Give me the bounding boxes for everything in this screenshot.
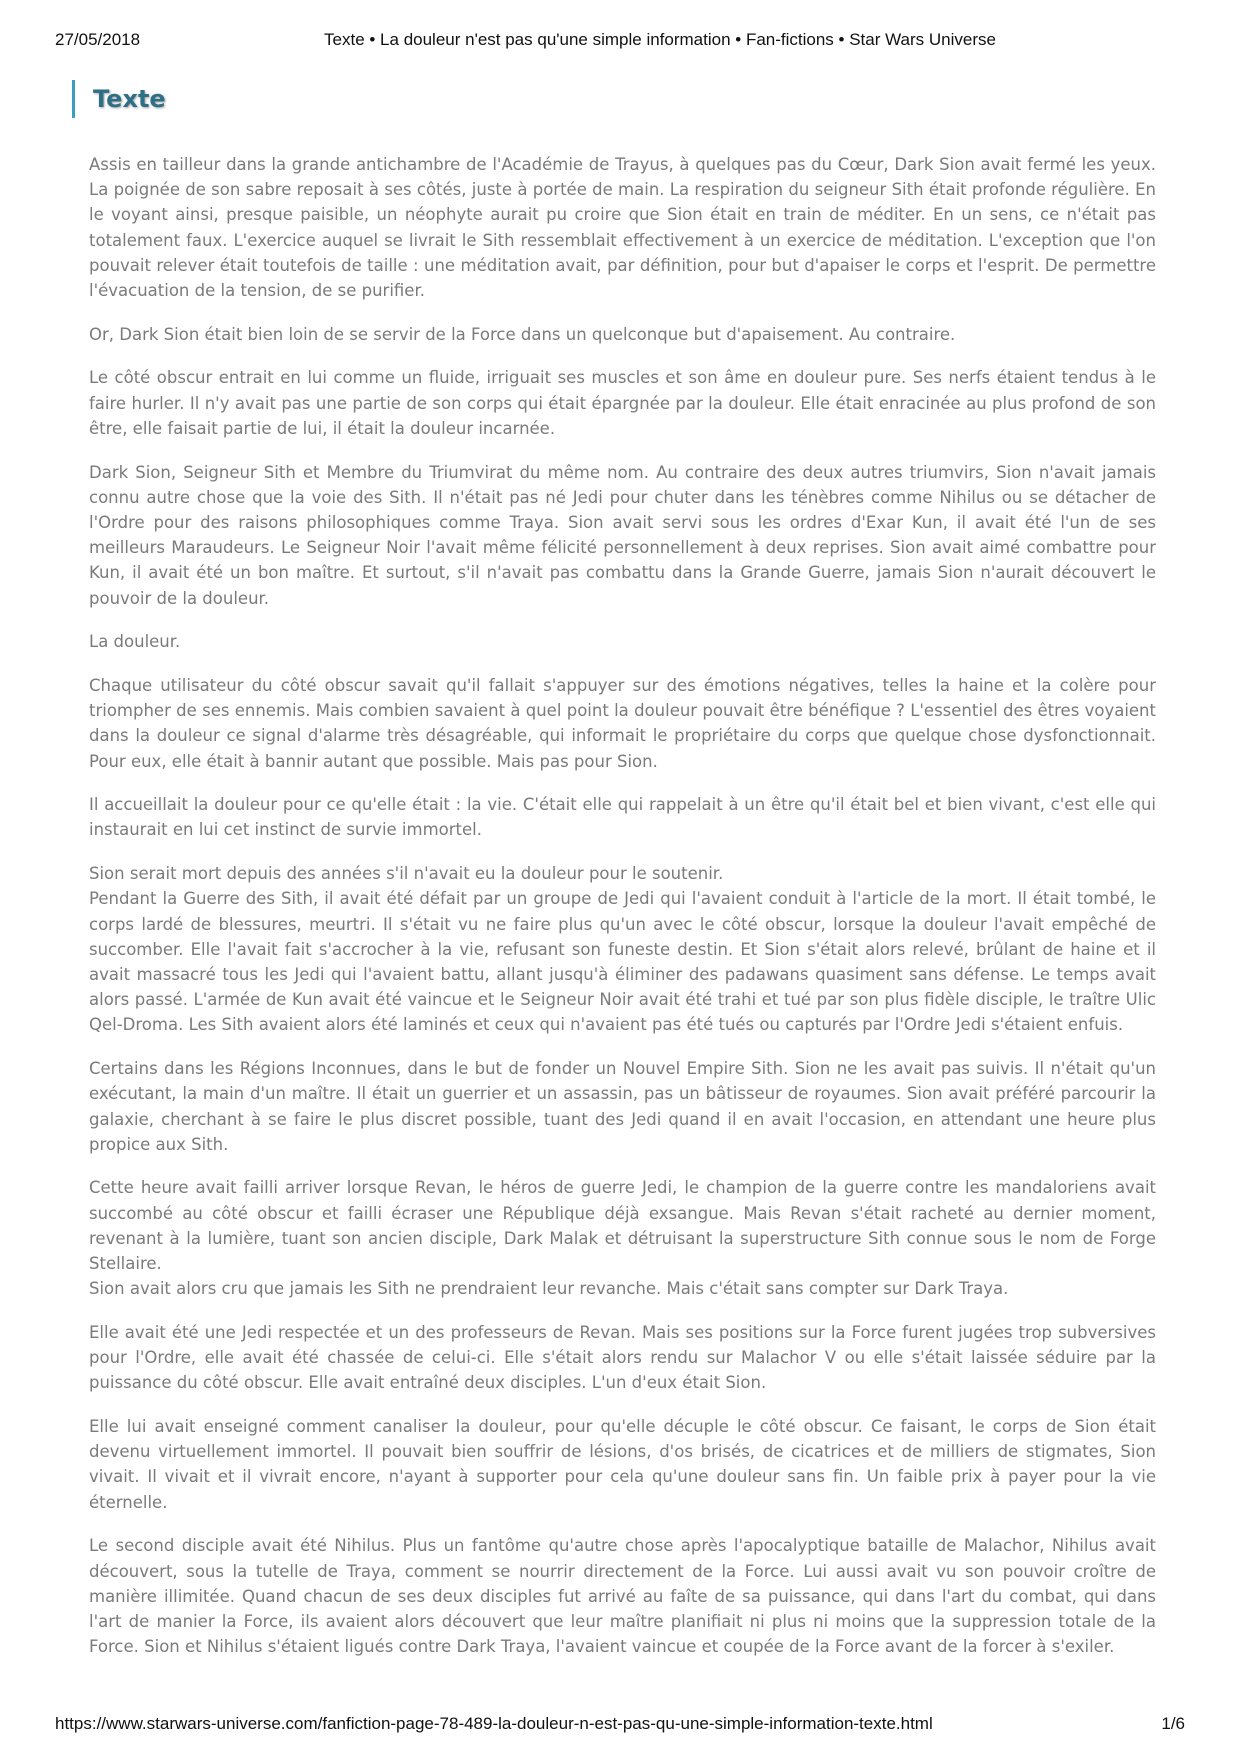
paragraph: Le second disciple avait été Nihilus. Plus un fantôme qu'autre chose après l'apocalyptique bataille de Malachor, Nihilus avait découvert, sous la tutelle de Traya, comment se nourrir directement de la Force. Lui aussi avait vu son pouvoir croître de manière illimitée. Quand chacun de ses deux disciples fut arrivé au faîte de sa puissance, qui dans l'art du combat, qui dans l'art de manier la Force, ils avaient alors découvert que leur maître planifiait ni plus ni moins que la suppression totale de la Force. Sion et Nihilus s'étaient ligués contre Dark Traya, l'avaient vaincue et coupée de la Force avant de la forcer à s'exiler.: [89, 1536, 1156, 1657]
paragraph: Assis en tailleur dans la grande antichambre de l'Académie de Trayus, à quelques pas du Cœur, Dark Sion avait fermé les yeux. La poignée de son sabre reposait à ses côtés, juste à portée de main. La respiration du seigneur Sith était profonde régulière. En le voyant ainsi, presque paisible, un néophyte aurait pu croire que Sion était en train de méditer. En un sens, ce n'était pas totalement faux. L'exercice auquel se livrait le Sith ressemblait effectivement à un exercice de méditation. L'exception que l'on pouvait relever était toutefois de taille : une méditation avait, par définition, pour but d'apaiser le corps et l'esprit. De permettre l'évacuation de la tension, de se purifier.: [89, 155, 1156, 301]
print-footer: [55, 1714, 1185, 1736]
paragraph: Le côté obscur entrait en lui comme un fluide, irriguait ses muscles et son âme en douleur pure. Ses nerfs étaient tendus à le faire hurler. Il n'y avait pas une partie de son corps qui était épargnée par la douleur. Elle était enracinée au plus profond de son être, elle faisait partie de lui, il était la douleur incarnée.: [89, 368, 1156, 438]
paragraph: Elle lui avait enseigné comment canaliser la douleur, pour qu'elle décuple le côté obscur. Ce faisant, le corps de Sion était devenu virtuellement immortel. Il pouvait bien souffrir de lésions, d'os brisés, de cicatrices et de milliers de stigmates, Sion vivait. Il vivait et il vivrait encore, n'ayant à supporter pour cela qu'une douleur sans fin. Un faible prix à payer pour la vie éternelle.: [89, 1417, 1156, 1512]
paragraph: Dark Sion, Seigneur Sith et Membre du Triumvirat du même nom. Au contraire des deux autres triumvirs, Sion n'avait jamais connu autre chose que la voie des Sith. Il n'était pas né Jedi pour chuter dans les ténèbres comme Nihilus ou se détacher de l'Ordre pour des raisons philosophiques comme Traya. Sion avait servi sous les ordres d'Exar Kun, il avait été l'un de ses meilleurs Maraudeurs. Le Seigneur Noir l'avait même félicité personnellement à deux reprises. Sion avait aimé combattre pour Kun, il avait été un bon maître. Et surtout, s'il n'avait pas combattu dans la Grande Guerre, jamais Sion n'aurait découvert le pouvoir de la douleur.: [89, 462, 1156, 608]
section-heading: [72, 80, 166, 118]
paragraph: Il accueillait la douleur pour ce qu'elle était : la vie. C'était elle qui rappelait à un être qu'il était bel et bien vivant, c'est elle qui instaurait en lui cet instinct de survie immortel.: [89, 795, 1156, 840]
paragraph: Cette heure avait failli arriver lorsque Revan, le héros de guerre Jedi, le champion de la guerre contre les mandaloriens avait succombé au côté obscur et failli écraser une République déjà exsangue. Mais Revan s'était racheté au dernier moment, revenant à la lumière, tuant son ancien disciple, Dark Malak et détruisant la superstructure Sith connue sous le nom de Forge Stellaire.: [89, 1178, 1156, 1274]
paragraph: Sion avait alors cru que jamais les Sith ne prendraient leur revanche. Mais c'était sans compter sur Dark Traya.: [89, 1279, 1009, 1299]
section-title: Texte: [93, 85, 166, 113]
story-text: [89, 152, 1156, 1677]
paragraph: La douleur.: [89, 632, 181, 652]
paragraph: Elle avait été une Jedi respectée et un des professeurs de Revan. Mais ses positions sur la Force furent jugées trop subversives pour l'Ordre, elle avait été chassée de celui-ci. Elle s'était alors rendu sur Malachor V ou elle s'était laissée séduire par la puissance du côté obscur. Elle avait entraîné deux disciples. L'un d'eux était Sion.: [89, 1322, 1156, 1393]
print-date: 27/05/2018: [55, 30, 141, 49]
paragraph: Chaque utilisateur du côté obscur savait qu'il fallait s'appuyer sur des émotions négatives, telles la haine et la colère pour triompher de ses ennemis. Mais combien savaient à quel point la douleur pouvait être bénéfique ? L'essentiel des êtres voyaient dans la douleur ce signal d'alarme très désagréable, qui informait le propriétaire du corps que quelque chose dysfonctionnait. Pour eux, elle était à bannir autant que possible. Mais pas pour Sion.: [89, 675, 1156, 771]
page-url: https://www.starwars-universe.com/fanfiction-page-78-489-la-douleur-n-est-pas-qu-une-simple-information-texte.html: [55, 1714, 933, 1733]
paragraph: Pendant la Guerre des Sith, il avait été défait par un groupe de Jedi qui l'avaient conduit à l'article de la mort. Il était tombé, le corps lardé de blessures, meurtri. Il s'était vu ne faire plus qu'un avec le côté obscur, lorsque la douleur l'avait empêché de succomber. Elle l'avait fait s'accrocher à la vie, refusant son funeste destin. Et Sion s'était alors relevé, brûlant de haine et il avait massacré tous les Jedi qui l'avaient battu, allant jusqu'à éliminer des padawans quasiment sans défense. Le temps avait alors passé. L'armée de Kun avait été vaincue et le Seigneur Noir avait été trahi et tué par son plus fidèle disciple, le traître Ulic Qel-Droma. Les Sith avaient alors été laminés et ceux qui n'avaient pas été tués ou capturés par l'Ordre Jedi s'étaient enfuis.: [89, 889, 1156, 1035]
paragraph: Or, Dark Sion était bien loin de se servir de la Force dans un quelconque but d'apaisement. Au contraire.: [89, 324, 956, 344]
print-header: [55, 30, 1185, 52]
page-number: 1/6: [1161, 1714, 1185, 1733]
paragraph: Certains dans les Régions Inconnues, dans le but de fonder un Nouvel Empire Sith. Sion ne les avait pas suivis. Il n'était qu'un exécutant, la main d'un maître. Il était un guerrier et un assassin, pas un bâtisseur de royaumes. Sion avait préféré parcourir la galaxie, cherchant à se faire le plus discret possible, tuant des Jedi quand il en avait l'occasion, en attendant une heure plus propice aux Sith.: [89, 1059, 1156, 1154]
paragraph: Sion serait mort depuis des années s'il n'avait eu la douleur pour le soutenir.: [89, 864, 724, 884]
print-page-title: Texte • La douleur n'est pas qu'une simple information • Fan-fictions • Star Wars Universe: [324, 30, 996, 49]
